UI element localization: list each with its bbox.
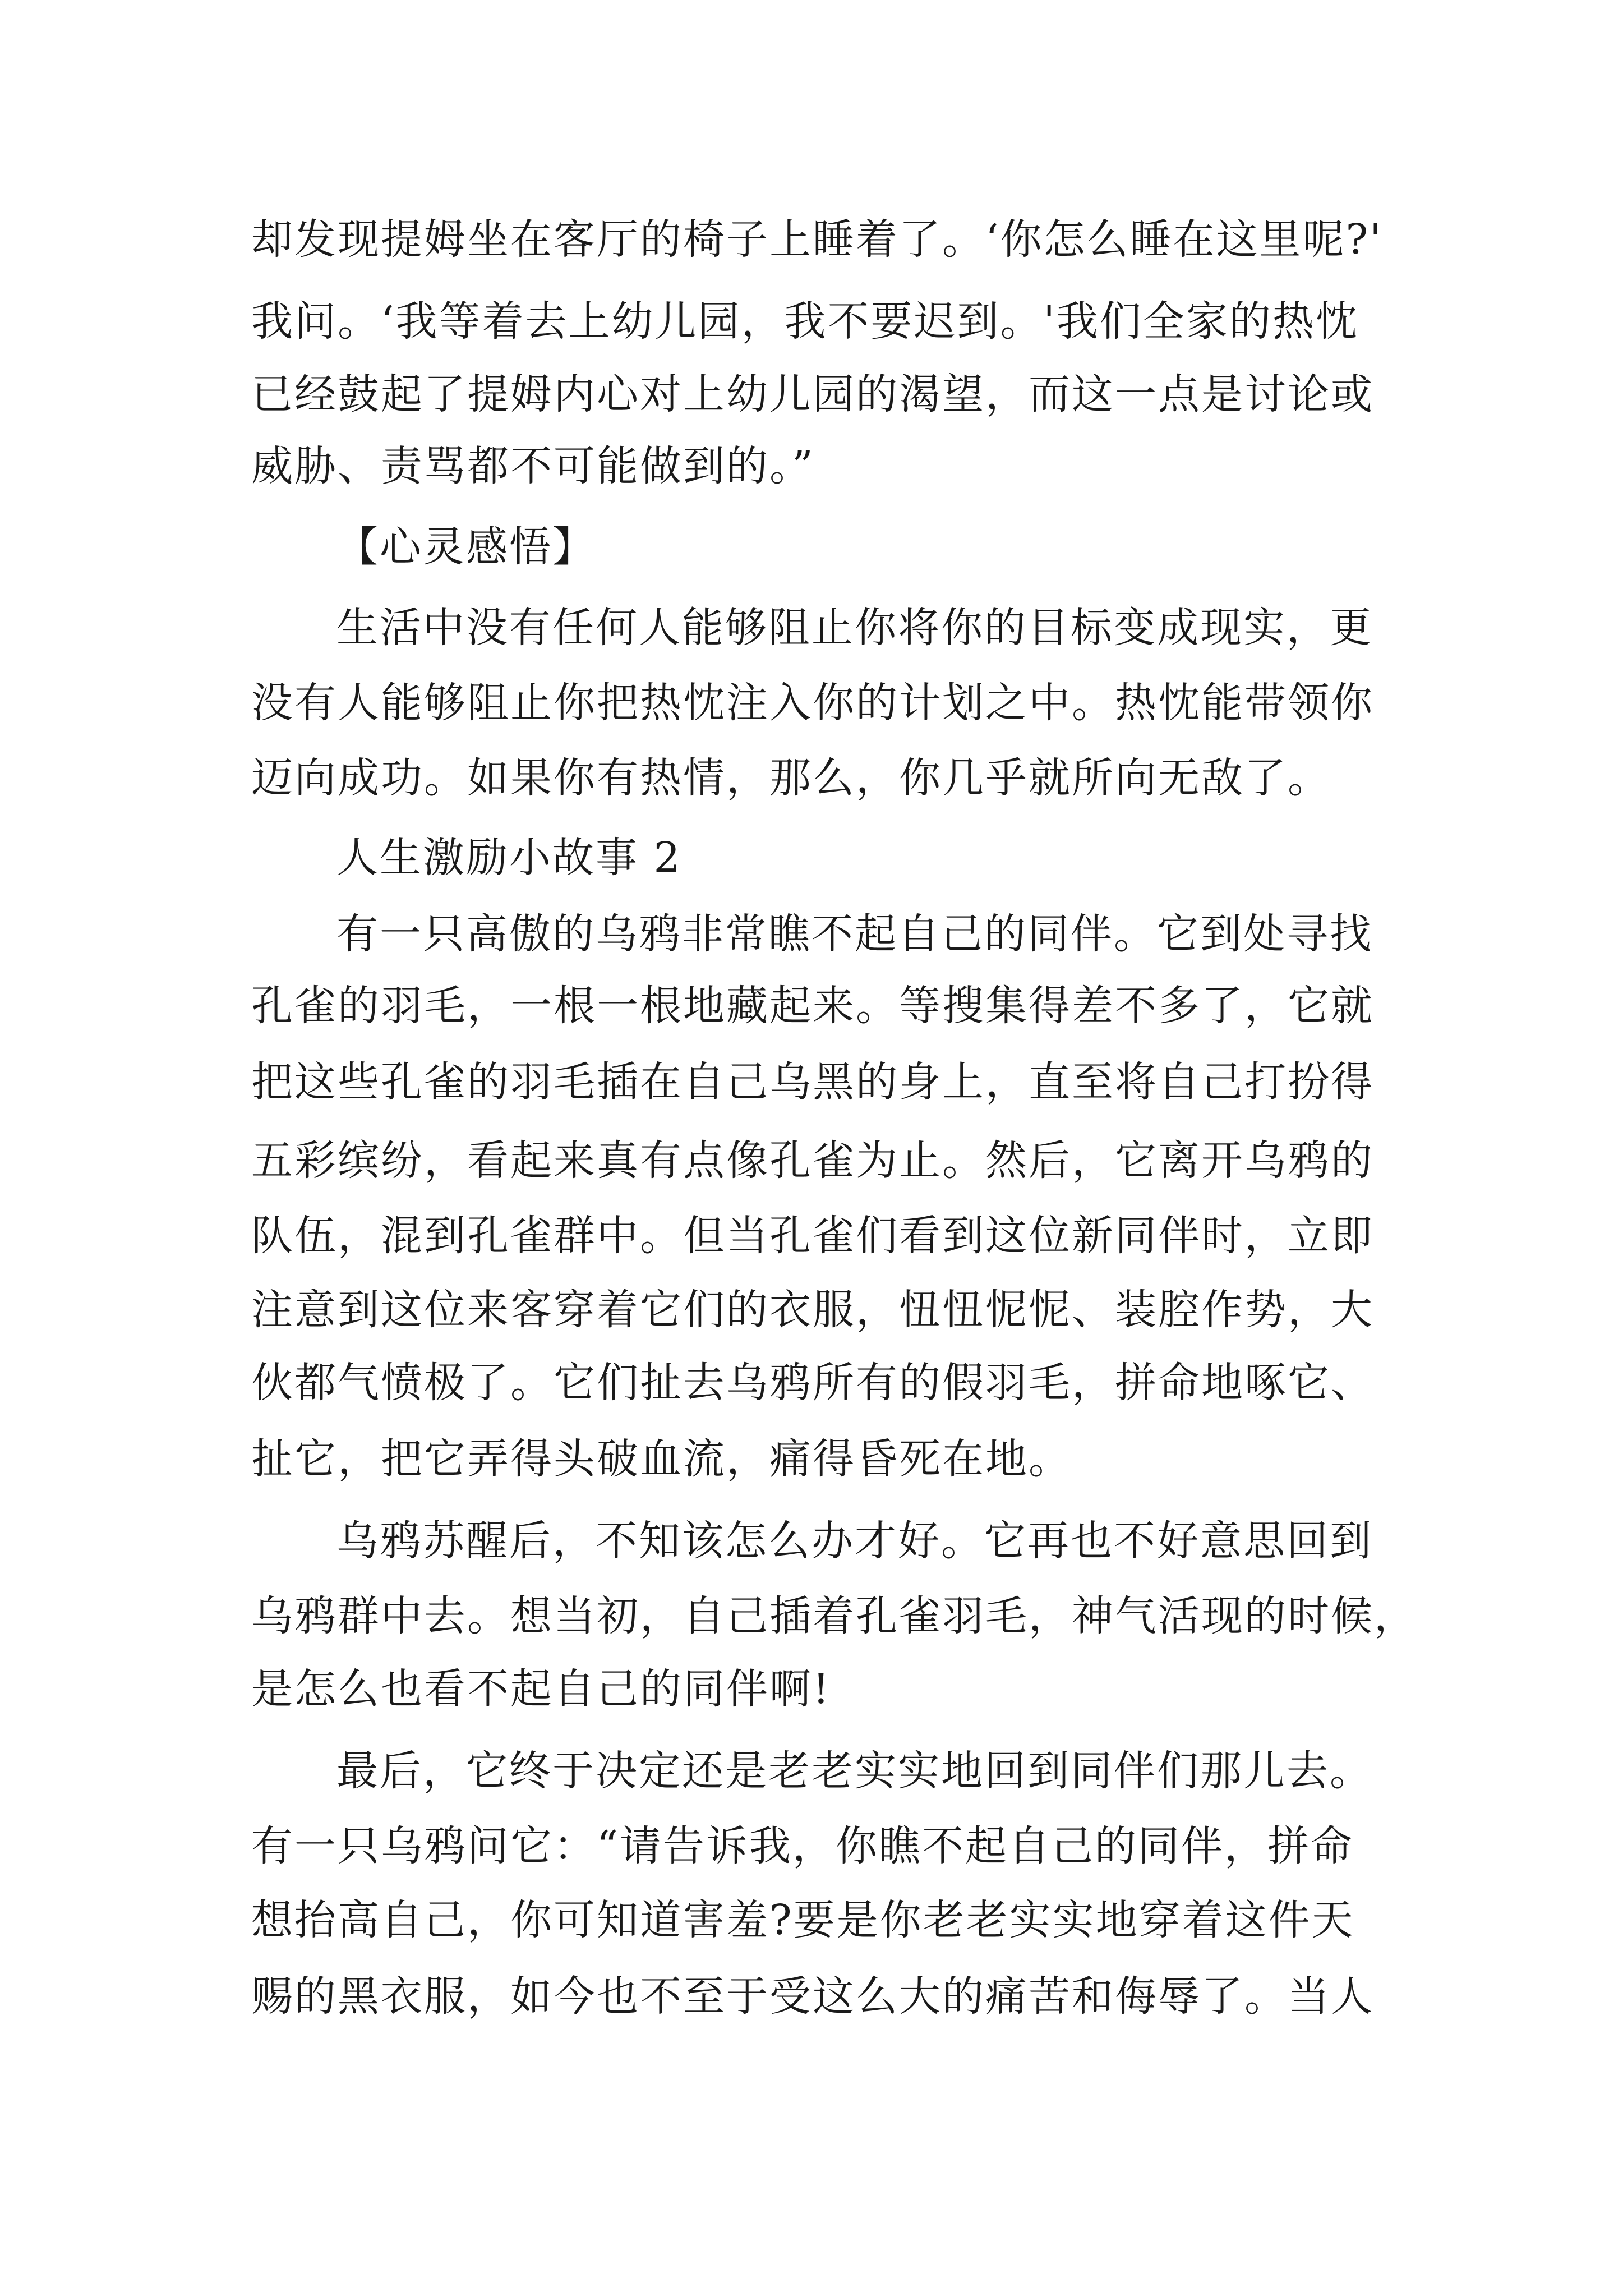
text-line: 生活中没有任何人能够阻止你将你的目标变成现实，更 <box>336 604 1373 652</box>
text-line: 已经鼓起了提姆内心对上幼儿园的渴望，而这一点是讨论或 <box>251 370 1374 418</box>
text-line: 队伍，混到孔雀群中。但当孔雀们看到这位新同伴时，立即 <box>251 1212 1374 1260</box>
text-line: 我问。‘我等着去上幼儿园，我不要迟到。'我们全家的热忱 <box>251 297 1359 346</box>
story-title: 人生激励小故事 2 <box>336 834 682 882</box>
text-line: 没有人能够阻止你把热忱注入你的计划之中。热忱能带领你 <box>251 679 1374 727</box>
text-line: 有一只乌鸦问它：“请告诉我，你瞧不起自己的同伴，拼命 <box>251 1822 1354 1870</box>
text-line: 把这些孔雀的羽毛插在自己乌黑的身上，直至将自己打扮得 <box>251 1058 1374 1106</box>
text-line: 有一只高傲的乌鸦非常瞧不起自己的同伴。它到处寻找 <box>336 910 1373 958</box>
text-line: 伙都气愤极了。它们扯去乌鸦所有的假羽毛，拼命地啄它、 <box>251 1359 1374 1407</box>
text-line: 孔雀的羽毛，一根一根地藏起来。等搜集得差不多了，它就 <box>251 982 1374 1030</box>
text-line: 是怎么也看不起自己的同伴啊! <box>251 1665 831 1713</box>
text-line: 想抬高自己，你可知道害羞?要是你老老实实地穿着这件天 <box>251 1896 1355 1944</box>
text-line: 却发现提姆坐在客厅的椅子上睡着了。‘你怎么睡在这里呢?' <box>251 215 1383 264</box>
text-line: 五彩缤纷，看起来真有点像孔雀为止。然后，它离开乌鸦的 <box>251 1137 1374 1185</box>
text-line: 乌鸦苏醒后，不知该怎么办才好。它再也不好意思回到 <box>336 1517 1373 1565</box>
text-line: 最后，它终于决定还是老老实实地回到同伴们那儿去。 <box>336 1747 1373 1795</box>
text-line: 扯它，把它弄得头破血流，痛得昏死在地。 <box>251 1435 1072 1483</box>
text-line: 乌鸦群中去。想当初，自己插着孔雀羽毛，神气活现的时候， <box>251 1592 1417 1640</box>
section-heading: 【心灵感悟】 <box>336 523 596 571</box>
text-line: 威胁、责骂都不可能做到的。” <box>251 442 815 490</box>
text-line: 赐的黑衣服，如今也不至于受这么大的痛苦和侮辱了。当人 <box>251 1972 1374 2021</box>
text-line: 迈向成功。如果你有热情，那么，你几乎就所向无敌了。 <box>251 754 1331 802</box>
text-line: 注意到这位来客穿着它们的衣服，忸忸怩怩、装腔作势，大 <box>251 1286 1374 1334</box>
